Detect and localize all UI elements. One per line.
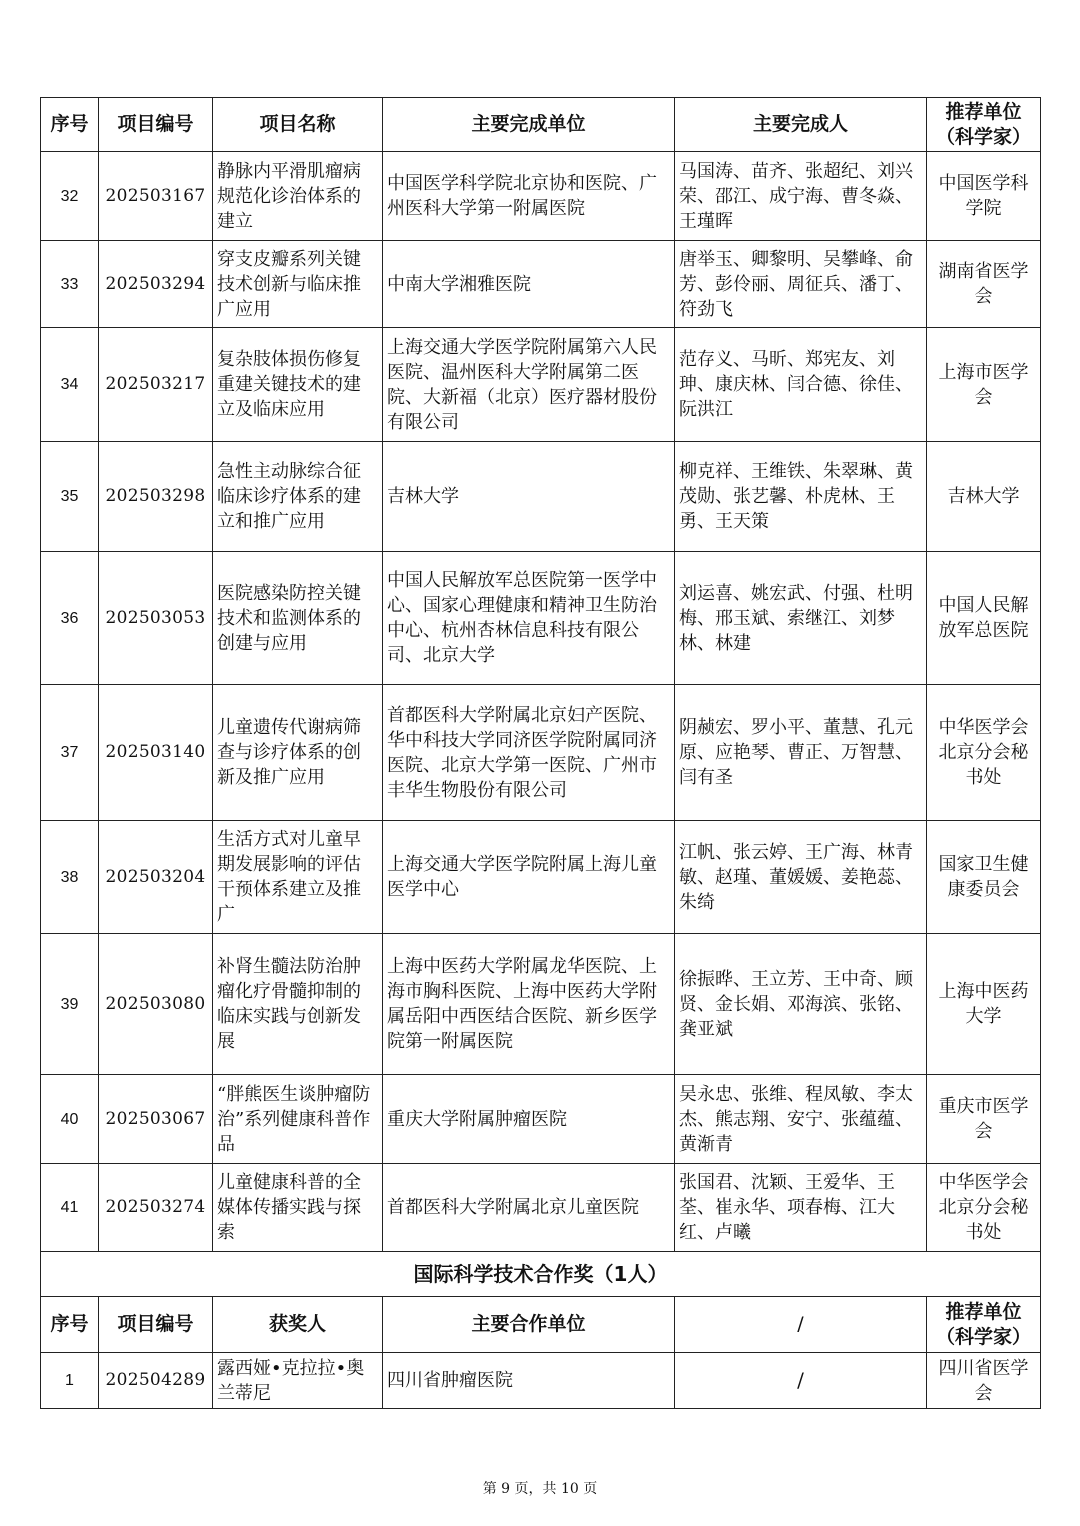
- row-number: 1: [41, 1353, 99, 1409]
- header-person: 主要完成人: [675, 98, 927, 152]
- row-number: 36: [41, 552, 99, 685]
- project-code: 202503298: [99, 442, 213, 552]
- table-row: [41, 821, 1041, 934]
- completion-persons: 江帆、张云婷、王广海、林青敏、赵瑾、董媛媛、姜艳蕊、朱绮: [675, 821, 927, 934]
- intl-header-row: [41, 1297, 1041, 1353]
- project-code: 202503140: [99, 685, 213, 821]
- recommending-unit: 吉林大学: [927, 442, 1041, 552]
- completion-unit: 重庆大学附属肿瘤医院: [383, 1075, 675, 1164]
- project-name: 复杂肢体损伤修复重建关键技术的建立及临床应用: [213, 328, 383, 442]
- completion-unit: 中国医学科学院北京协和医院、广州医科大学第一附属医院: [383, 152, 675, 241]
- row-number: 41: [41, 1164, 99, 1252]
- project-code: 202503294: [99, 241, 213, 328]
- awardee-name: 露西娅•克拉拉•奥兰蒂尼: [213, 1353, 383, 1409]
- intl-header-person: /: [675, 1297, 927, 1353]
- row-number: 35: [41, 442, 99, 552]
- intl-header-code: 项目编号: [99, 1297, 213, 1353]
- row-number: 32: [41, 152, 99, 241]
- completion-persons: 张国君、沈颖、王爱华、王荃、崔永华、项春梅、江大红、卢曦: [675, 1164, 927, 1252]
- table-row: [41, 1164, 1041, 1252]
- header-rec: 推荐单位 （科学家）: [927, 98, 1041, 152]
- row-number: 39: [41, 934, 99, 1075]
- project-code: 202504289: [99, 1353, 213, 1409]
- completion-unit: 吉林大学: [383, 442, 675, 552]
- recommending-unit: 国家卫生健康委员会: [927, 821, 1041, 934]
- empty-slash: /: [675, 1353, 927, 1409]
- row-number: 38: [41, 821, 99, 934]
- table-row: [41, 442, 1041, 552]
- row-number: 34: [41, 328, 99, 442]
- table-row: [41, 552, 1041, 685]
- project-code: 202503080: [99, 934, 213, 1075]
- completion-persons: 柳克祥、王维铁、朱翠琳、黄茂勋、张艺馨、朴虎林、王勇、王天策: [675, 442, 927, 552]
- completion-persons: 刘运喜、姚宏武、付强、杜明梅、邢玉斌、索继江、刘梦林、林建: [675, 552, 927, 685]
- project-code: 202503217: [99, 328, 213, 442]
- completion-unit: 上海中医药大学附属龙华医院、上海市胸科医院、上海中医药大学附属岳阳中西医结合医院、新乡医学院第一附属医院: [383, 934, 675, 1075]
- project-code: 202503274: [99, 1164, 213, 1252]
- section-title: 国际科学技术合作奖（1人）: [41, 1252, 1041, 1297]
- recommending-unit: 重庆市医学会: [927, 1075, 1041, 1164]
- intl-header-no: 序号: [41, 1297, 99, 1353]
- intl-header-unit: 主要合作单位: [383, 1297, 675, 1353]
- completion-unit: 首都医科大学附属北京儿童医院: [383, 1164, 675, 1252]
- project-name: “胖熊医生谈肿瘤防治”系列健康科普作品: [213, 1075, 383, 1164]
- page-footer: 第 9 页，共 10 页: [482, 1481, 598, 1497]
- cooperation-unit: 四川省肿瘤医院: [383, 1353, 675, 1409]
- project-name: 急性主动脉综合征临床诊疗体系的建立和推广应用: [213, 442, 383, 552]
- project-name: 生活方式对儿童早期发展影响的评估干预体系建立及推广: [213, 821, 383, 934]
- project-code: 202503067: [99, 1075, 213, 1164]
- row-number: 40: [41, 1075, 99, 1164]
- recommending-unit: 上海市医学会: [927, 328, 1041, 442]
- completion-persons: 徐振晔、王立芳、王中奇、顾贤、金长娟、邓海滨、张铭、龚亚斌: [675, 934, 927, 1075]
- recommending-unit: 湖南省医学会: [927, 241, 1041, 328]
- project-name: 穿支皮瓣系列关键技术创新与临床推广应用: [213, 241, 383, 328]
- table-row: [41, 1075, 1041, 1164]
- recommending-unit: 中华医学会北京分会秘书处: [927, 685, 1041, 821]
- project-code: 202503053: [99, 552, 213, 685]
- project-code: 202503167: [99, 152, 213, 241]
- completion-unit: 上海交通大学医学院附属上海儿童医学中心: [383, 821, 675, 934]
- completion-unit: 中南大学湘雅医院: [383, 241, 675, 328]
- project-name: 儿童健康科普的全媒体传播实践与探索: [213, 1164, 383, 1252]
- completion-unit: 上海交通大学医学院附属第六人民医院、温州医科大学附属第二医院、大新福（北京）医疗器材股份有限公司: [383, 328, 675, 442]
- table-row: [41, 685, 1041, 821]
- table-header-row: [41, 98, 1041, 152]
- header-code: 项目编号: [99, 98, 213, 152]
- completion-persons: 马国涛、苗齐、张超纪、刘兴荣、邵江、成宁海、曹冬焱、王瑾晖: [675, 152, 927, 241]
- header-name: 项目名称: [213, 98, 383, 152]
- table-row: [41, 241, 1041, 328]
- completion-unit: 中国人民解放军总医院第一医学中心、国家心理健康和精神卫生防治中心、杭州杏林信息科技有限公司、北京大学: [383, 552, 675, 685]
- completion-unit: 首都医科大学附属北京妇产医院、华中科技大学同济医学院附属同济医院、北京大学第一医院、广州市丰华生物股份有限公司: [383, 685, 675, 821]
- table-row: [41, 328, 1041, 442]
- completion-persons: 范存义、马昕、郑宪友、刘珅、康庆林、闫合德、徐佳、阮洪江: [675, 328, 927, 442]
- header-no: 序号: [41, 98, 99, 152]
- row-number: 37: [41, 685, 99, 821]
- project-name: 补肾生髓法防治肿瘤化疗骨髓抑制的临床实践与创新发展: [213, 934, 383, 1075]
- intl-table-row: [41, 1353, 1041, 1409]
- row-number: 33: [41, 241, 99, 328]
- project-code: 202503204: [99, 821, 213, 934]
- table-row: [41, 152, 1041, 241]
- recommending-unit: 中国医学科学院: [927, 152, 1041, 241]
- project-name: 静脉内平滑肌瘤病规范化诊治体系的建立: [213, 152, 383, 241]
- intl-header-name: 获奖人: [213, 1297, 383, 1353]
- project-name: 医院感染防控关键技术和监测体系的创建与应用: [213, 552, 383, 685]
- project-name: 儿童遗传代谢病筛查与诊疗体系的创新及推广应用: [213, 685, 383, 821]
- completion-persons: 吴永忠、张维、程凤敏、李太杰、熊志翔、安宁、张蕴蕴、黄渐青: [675, 1075, 927, 1164]
- completion-persons: 唐举玉、卿黎明、吴攀峰、俞芳、彭伶丽、周征兵、潘丁、符劲飞: [675, 241, 927, 328]
- table-row: [41, 934, 1041, 1075]
- recommending-unit: 中国人民解放军总医院: [927, 552, 1041, 685]
- recommending-unit: 上海中医药大学: [927, 934, 1041, 1075]
- intl-header-rec: 推荐单位 （科学家）: [927, 1297, 1041, 1353]
- section-title-row: [41, 1252, 1041, 1297]
- recommending-unit: 中华医学会北京分会秘书处: [927, 1164, 1041, 1252]
- recommending-unit: 四川省医学会: [927, 1353, 1041, 1409]
- header-unit: 主要完成单位: [383, 98, 675, 152]
- award-table: [40, 97, 1041, 1409]
- completion-persons: 阴赪宏、罗小平、董慧、孔元原、应艳琴、曹正、万智慧、闫有圣: [675, 685, 927, 821]
